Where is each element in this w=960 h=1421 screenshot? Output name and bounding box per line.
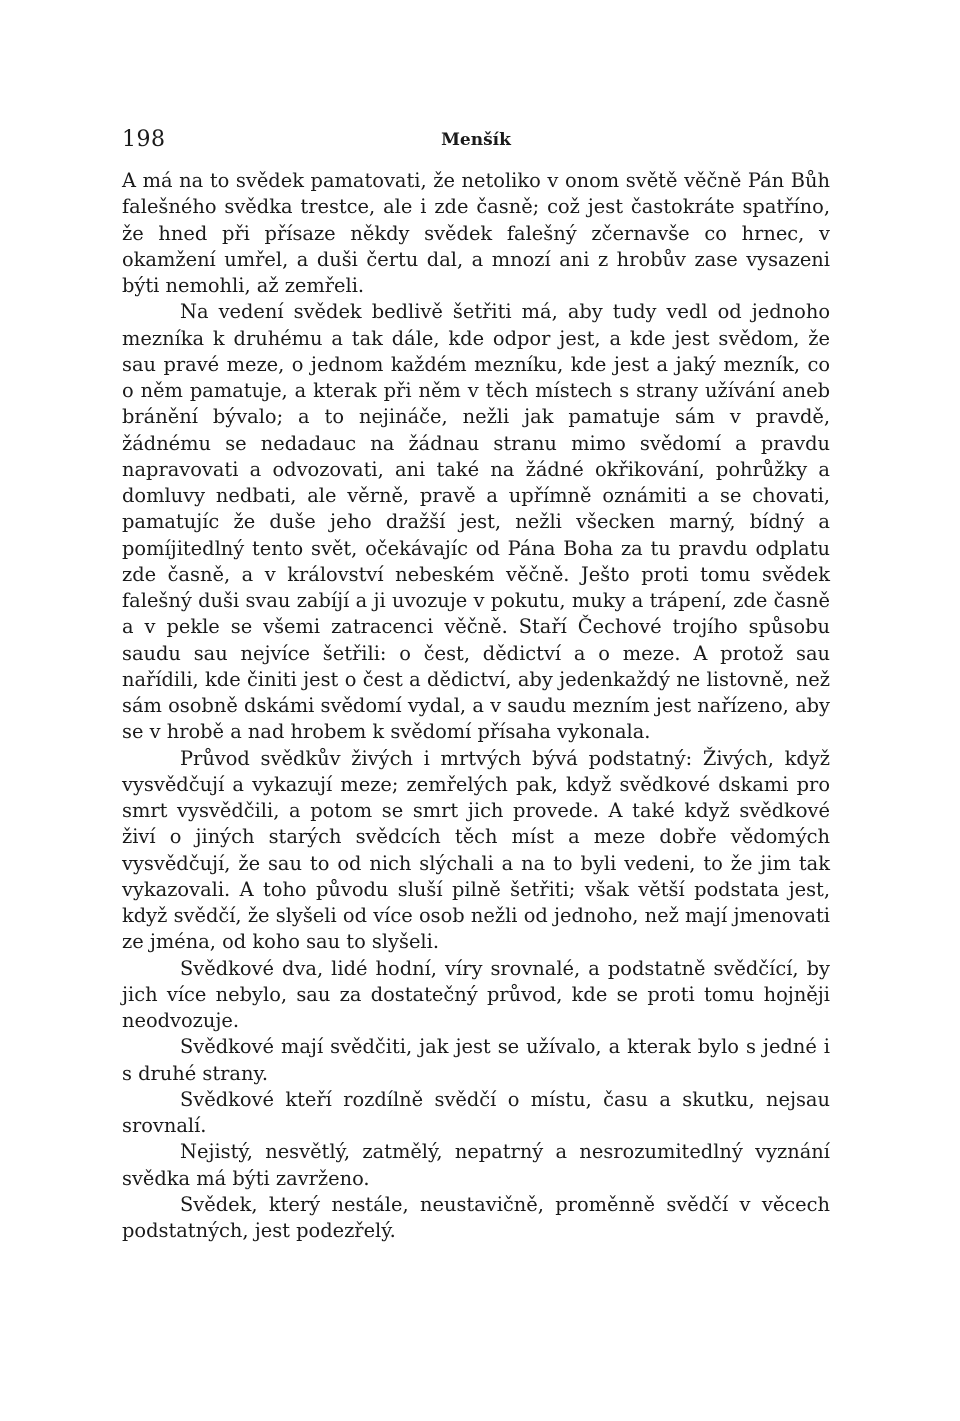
running-head: Menšík	[441, 130, 511, 150]
paragraph: Svědek, který nestále, neustavičně, proměnně svědčí v věcech podstatných, jest podezřelý.	[122, 1192, 830, 1242]
paragraph: Průvod svědkův živých i mrtvých bývá podstatný: Živých, když vysvědčují a vykazují meze; zemřelých pak, když svědkové dskami pro smrt vysvědčili, a potom se smrt jich provede. A také když svědkové živí o jiných starých svědcích těch míst a meze dobře vědomých vysvědčují, že sau to od nich slýchali a na to byli vedeni, to že jim tak vykazovali. A toho původu sluší pilně šetřiti; však větší podstata jest, když svědčí, že slyšeli od více osob nežli od jednoho, než mají jmenovati ze jména, od koho sau to slyšeli.	[122, 746, 830, 954]
paragraph: Na vedení svědek bedlivě šetřiti má, aby tudy vedl od jednoho mezníka k druhému a tak dále, kde odpor jest, a kde jest svědom, že sau pravé meze, o jednom každém mezníku, kde jest a jaký mezník, co o něm pamatuje, a kterak při něm v těch místech s strany užívání aneb bránění bývalo; a to nejináče, nežli jak pamatuje sám v pravdě, žádnému se nedadauc na žádnau stranu mimo svědomí a pravdu napravovati a odvozovati, ani také na žádné okřikování, pohrůžky a domluvy nedbati, ale věrně, pravě a upřímně oznámiti a se chovati, pamatujíc že duše jeho dražší jest, nežli všecken marný, bídný a pomíjitedlný tento svět, očekávajíc od Pána Boha za tu pravdu odplatu zde časně, a v království nebeském věčně. Ješto proti tomu svědek falešný duši svau zabíjí a ji uvozuje v pokutu, muky a trápení, zde časně a v pekle se všemi zatracenci věčně. Staří Čechové trojího spůsobu saudu sau nejvíce šetřili: o čest, dědictví a o meze. A protož sau nařídili, kde činiti jest o čest a dědictví, aby jedenkaždý ne listovně, než sám osobně dskámi svědomí vydal, a v saudu mezním jest nařízeno, aby se v hrobě a nad hrobem k svědomí přísaha vykonala.	[122, 300, 830, 744]
paragraph: A má na to svědek pamatovati, že netoliko v onom světě věčně Pán Bůh falešného svědka trestce, ale i zde časně; což jest častokráte spatříno, že hned při přísaze někdy svědek falešný zčernavše co hrnec, v okamžení umřel, a duši čertu dal, a mnozí ani z hrobův zase vysazeni býti nemohli, až zemřeli.	[122, 169, 830, 297]
paragraph: Svědkové dva, lidé hodní, víry srovnalé, a podstatně svědčící, by jich více nebylo, sau za dostatečný průvod, kde se proti tomu hojněji neodvozuje.	[122, 956, 830, 1032]
body-text	[122, 168, 830, 1244]
page-header	[122, 126, 830, 156]
paragraph: Svědkové kteří rozdílně svědčí o místu, času a skutku, nejsau srovnalí.	[122, 1087, 830, 1137]
page-number: 198	[122, 127, 166, 152]
paragraph: Nejistý, nesvětlý, zatmělý, nepatrný a nesrozumitedlný vyznání svědka má býti zavrženo.	[122, 1140, 830, 1190]
paragraph: Svědkové mají svědčiti, jak jest se užívalo, a kterak bylo s jedné i s druhé strany.	[122, 1035, 830, 1085]
